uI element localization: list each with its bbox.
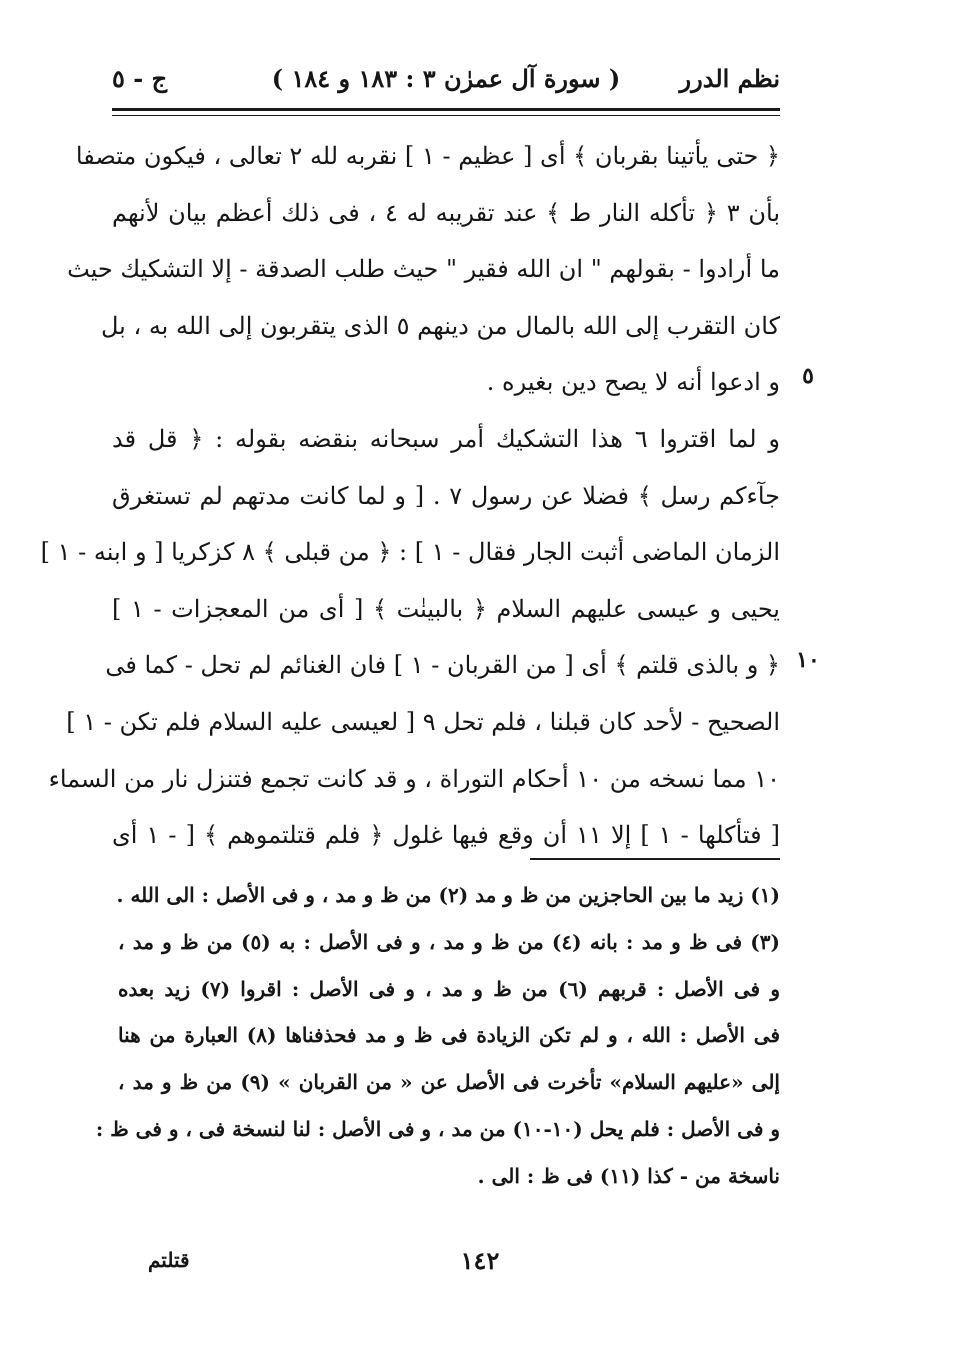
text-line: ما أرادوا - بقولهم " ان الله فقير " حيث طلب الصدقة - إلا التشكيك حيث xyxy=(67,255,780,284)
header-rule-thin xyxy=(112,115,780,116)
text-line: [ فتأكلها - ١ ] إلا ١١ أن وقع فيها غلول ﴿ فلم قتلتموهم ﴾ [ - ١ أى xyxy=(112,821,780,850)
text-line: و ادعوا أنه لا يصح دين بغيره . xyxy=(486,368,780,397)
footnote-line: (٣) فى ظ و مد : بانه (٤) من ظ و مد ، و فى الأصل : به (٥) من ظ و مد ، xyxy=(118,929,780,954)
text-line: و لما اقتروا ٦ هذا التشكيك أمر سبحانه بنقضه بقوله : ﴿ قل قد xyxy=(112,424,781,453)
footnote-line: و فى الأصل : قربهم (٦) من ظ و مد ، و فى الأصل : اقروا (٧) زيد بعده xyxy=(118,976,780,1001)
text-line: ١٠ مما نسخه من ١٠ أحكام التوراة ، و قد كانت تجمع فتنزل نار من السماء xyxy=(48,764,780,793)
text-line: كان التقرب إلى الله بالمال من دينهم ٥ الذى يتقربون إلى الله به ، بل xyxy=(100,311,780,340)
surah-reference: ( سورة آل عمرٰن ٣ : ١٨٣ و ١٨٤ ) xyxy=(271,64,621,93)
running-header xyxy=(112,58,780,98)
text-line: بأن ٣ ﴿ تأكله النار ط ﴾ عند تقريبه له ٤ ، فى ذلك أعظم بيان لأنهم xyxy=(112,198,780,227)
main-text xyxy=(40,128,781,864)
footnotes xyxy=(95,872,781,1200)
text-line: ﴿ حتى يأتينا بقربان ﴾ أى [ عظيم - ١ ] نقربه لله ٢ تعالى ، فيكون متصفا xyxy=(75,142,780,170)
header-rule xyxy=(112,108,780,111)
volume-number: ج - ٥ xyxy=(112,64,168,93)
text-line: يحيى و عيسى عليهم السلام ﴿ بالبينٰت ﴾ [ أى من المعجزات - ١ ] xyxy=(112,594,780,623)
book-title: نظم الدرر xyxy=(679,64,780,93)
footnote-line: و فى الأصل : فلم يحل (١٠-١٠) من مد ، و فى الأصل : لنا لنسخة فى ، و فى ظ : xyxy=(95,1116,780,1141)
footnote-rule xyxy=(530,858,780,860)
line-number-10: ١٠ xyxy=(796,647,820,673)
line-number-5: ٥ xyxy=(802,363,814,389)
text-line: جآءكم رسل ﴾ فضلا عن رسول ٧ . [ و لما كانت مدتهم لم تستغرق xyxy=(112,481,780,510)
catchword: قتلتم xyxy=(148,1248,190,1272)
text-line: ﴿ و بالذى قلتم ﴾ أى [ من القربان - ١ ] فان الغنائم لم تحل - كما فى xyxy=(105,651,780,680)
footnote-line: ناسخة من - كذا (١١) فى ظ : الى . xyxy=(477,1163,780,1188)
text-line: الزمان الماضى أثبت الجار فقال - ١ ] : ﴿ من قبلى ﴾ ٨ كزكريا [ و ابنه - ١ ] xyxy=(40,538,780,567)
footnote-line: (١) زيد ما بين الحاجزين من ظ و مد (٢) من ظ و مد ، و فى الأصل : الى الله . xyxy=(116,883,780,907)
page-number: ١٤٢ xyxy=(460,1246,500,1275)
text-line: الصحيح - لأحد كان قبلنا ، فلم تحل ٩ [ لعيسى عليه السلام فلم تكن - ١ ] xyxy=(66,707,780,736)
footnote-line: فى الأصل : الله ، و لم تكن الزيادة فى ظ و مد فحذفناها (٨) العبارة من هنا xyxy=(118,1023,781,1048)
footnote-line: إلى «عليهم السلام» تأخرت فى الأصل عن « من القربان » (٩) من ظ و مد ، xyxy=(118,1070,780,1095)
